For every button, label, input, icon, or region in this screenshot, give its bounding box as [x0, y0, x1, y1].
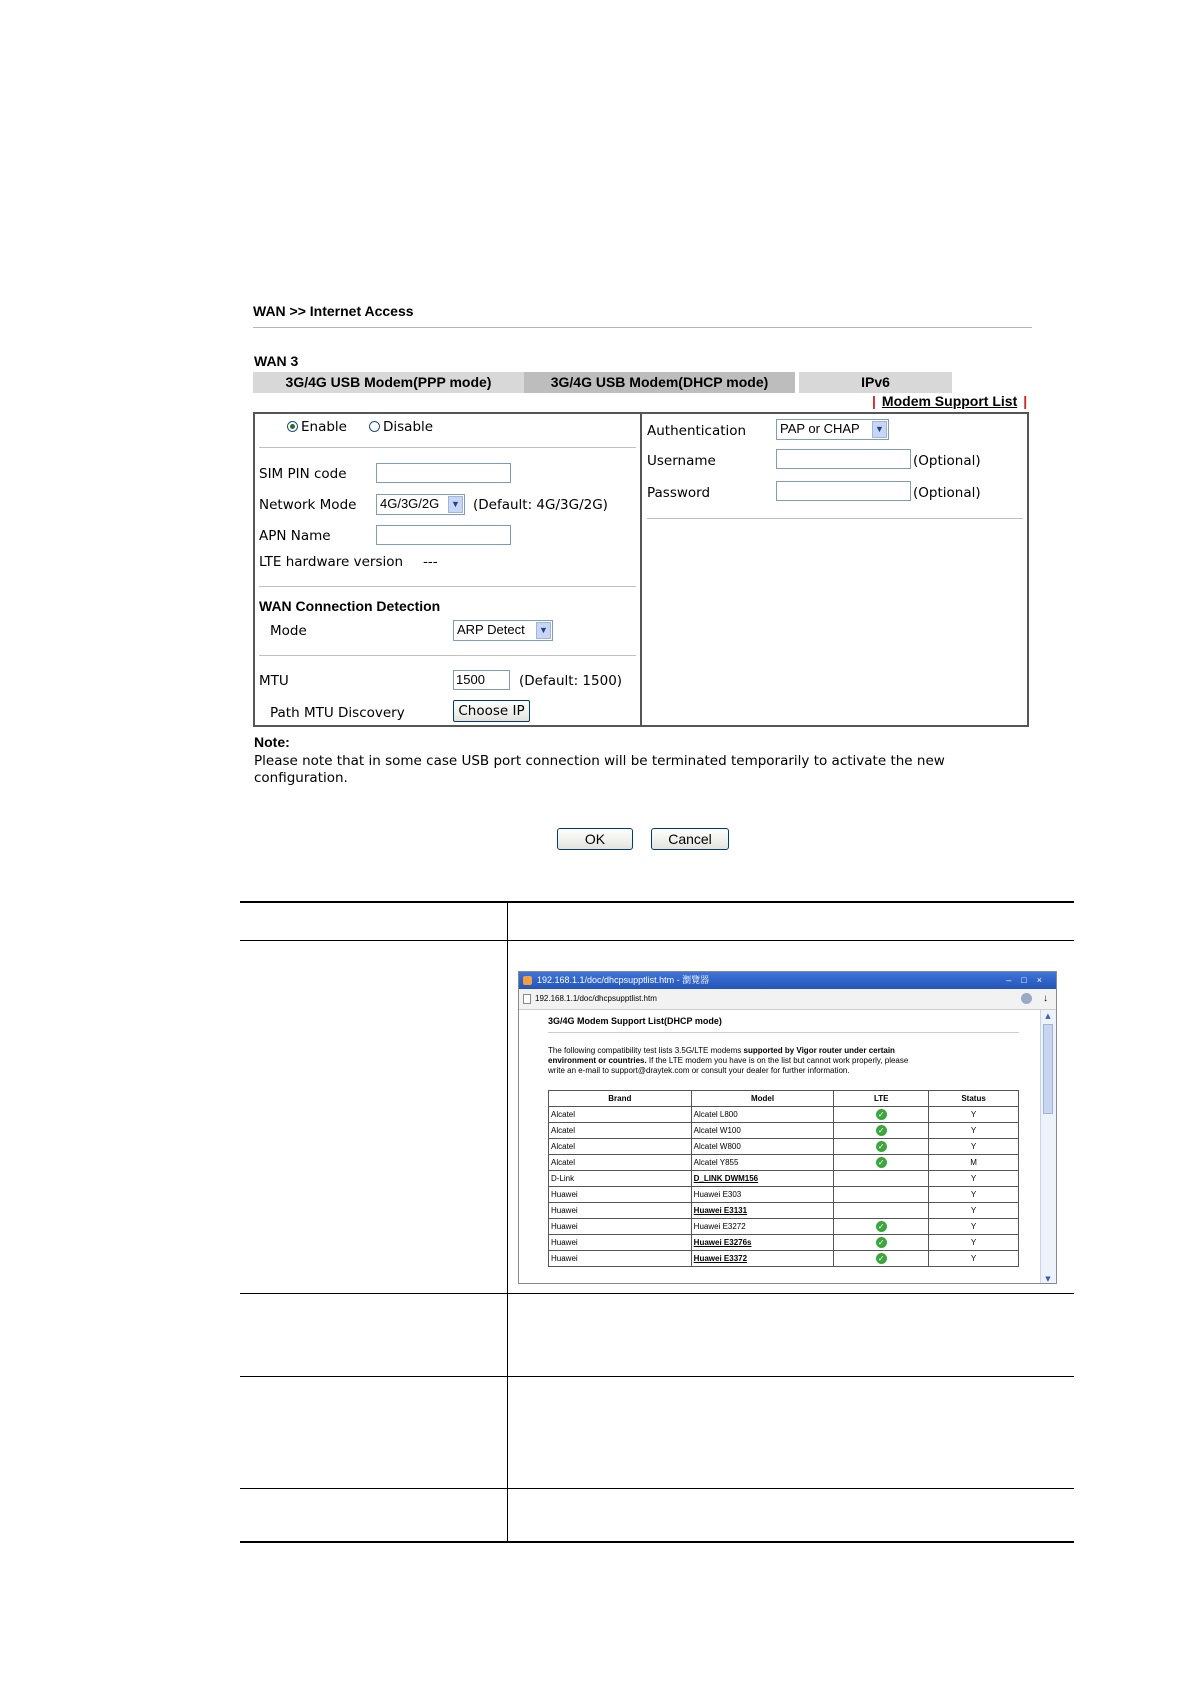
model-cell[interactable]: Huawei E3276s — [691, 1235, 834, 1251]
network-mode-value: 4G/3G/2G — [380, 496, 440, 511]
table-row — [549, 1155, 1019, 1171]
popup-address: 192.168.1.1/doc/dhcpsupptlist.htm — [535, 994, 657, 1003]
note-text-line2: configuration. — [254, 770, 348, 786]
model-cell: Huawei E3272 — [691, 1219, 834, 1235]
check-icon: ✓ — [876, 1253, 887, 1264]
brand-cell: D-Link — [549, 1171, 692, 1187]
tab-ipv6[interactable]: IPv6 — [799, 372, 952, 393]
apn-name-label: APN Name — [259, 528, 331, 544]
disable-option[interactable] — [369, 419, 433, 435]
brand-cell: Huawei — [549, 1235, 692, 1251]
brand-cell: Huawei — [549, 1251, 692, 1267]
separator — [259, 586, 636, 587]
brand-cell: Huawei — [549, 1203, 692, 1219]
table-row — [549, 1187, 1019, 1203]
popup-intro — [548, 1046, 1028, 1076]
maximize-icon[interactable]: □ — [1021, 975, 1037, 985]
status-cell: Y — [929, 1251, 1019, 1267]
popup-title: 192.168.1.1/doc/dhcpsupptlist.htm - 瀏覽器 — [537, 975, 710, 985]
status-cell: M — [929, 1155, 1019, 1171]
lte-cell — [834, 1187, 929, 1203]
breadcrumb: WAN >> Internet Access — [253, 303, 414, 319]
note-text-line1: Please note that in some case USB port connection will be terminated temporarily to activate the new — [254, 753, 945, 769]
table-row — [549, 1203, 1019, 1219]
table-row — [549, 1171, 1019, 1187]
detection-mode-value: ARP Detect — [457, 622, 525, 637]
lte-cell — [834, 1219, 929, 1235]
sim-pin-label: SIM PIN code — [259, 466, 347, 482]
lte-cell — [834, 1139, 929, 1155]
lte-cell — [834, 1107, 929, 1123]
column-header: LTE — [834, 1091, 929, 1107]
status-cell: Y — [929, 1203, 1019, 1219]
cancel-button[interactable]: Cancel — [651, 828, 729, 850]
model-cell[interactable]: Huawei E3131 — [691, 1203, 834, 1219]
status-cell: Y — [929, 1219, 1019, 1235]
window-controls — [1006, 972, 1052, 989]
network-mode-label: Network Mode — [259, 497, 357, 513]
separator — [647, 518, 1023, 519]
download-icon[interactable]: ↓ — [1043, 993, 1048, 1004]
chevron-down-icon: ▼ — [872, 421, 887, 438]
status-cell: Y — [929, 1107, 1019, 1123]
table-row-rule — [240, 1293, 1074, 1294]
tab-ppp-mode[interactable]: 3G/4G USB Modem(PPP mode) — [253, 372, 524, 393]
close-icon[interactable]: × — [1036, 975, 1052, 985]
table-header-rule — [240, 940, 1074, 941]
model-cell[interactable]: Huawei E3372 — [691, 1251, 834, 1267]
password-input[interactable] — [776, 481, 911, 501]
column-header: Model — [691, 1091, 834, 1107]
mtu-default: (Default: 1500) — [519, 673, 623, 689]
chevron-down-icon: ▼ — [448, 496, 463, 513]
chevron-down-icon: ▼ — [536, 622, 551, 639]
username-input[interactable] — [776, 449, 911, 469]
popup-heading: 3G/4G Modem Support List(DHCP mode) — [548, 1016, 722, 1026]
password-optional: (Optional) — [913, 485, 981, 501]
mtu-input[interactable]: 1500 — [453, 670, 510, 690]
panel-divider — [640, 412, 642, 727]
disable-radio[interactable] — [369, 421, 380, 432]
lte-cell — [834, 1123, 929, 1139]
table-header-row — [549, 1091, 1019, 1107]
status-cell: Y — [929, 1139, 1019, 1155]
model-cell: Huawei E303 — [691, 1187, 834, 1203]
detection-mode-label: Mode — [270, 623, 307, 639]
username-label: Username — [647, 453, 716, 469]
wan-label: WAN 3 — [254, 353, 299, 369]
check-icon: ✓ — [876, 1221, 887, 1232]
popup-titlebar — [519, 972, 1056, 989]
check-icon: ✓ — [876, 1157, 887, 1168]
status-cell: Y — [929, 1123, 1019, 1139]
lte-hardware-value: --- — [423, 554, 438, 570]
password-label: Password — [647, 485, 711, 501]
brand-cell: Alcatel — [549, 1123, 692, 1139]
breadcrumb-divider — [253, 327, 1032, 328]
table-top-rule — [240, 901, 1074, 903]
lte-cell — [834, 1171, 929, 1187]
intro-text: write an e-mail to support@draytek.com or consult your dealer for further information. — [548, 1066, 850, 1075]
status-cell: Y — [929, 1171, 1019, 1187]
authentication-select[interactable] — [776, 419, 889, 440]
enable-radio[interactable] — [287, 421, 298, 432]
wan-detection-heading: WAN Connection Detection — [259, 598, 441, 614]
minimize-icon[interactable]: – — [1006, 975, 1022, 985]
intro-bold: supported by Vigor router under certain — [743, 1046, 895, 1055]
table-row-rule — [240, 1376, 1074, 1377]
apn-name-input[interactable] — [376, 525, 511, 545]
link-separator: | — [872, 393, 876, 409]
model-cell: Alcatel Y855 — [691, 1155, 834, 1171]
username-optional: (Optional) — [913, 453, 981, 469]
lte-cell — [834, 1203, 929, 1219]
table-row — [549, 1219, 1019, 1235]
lte-cell — [834, 1155, 929, 1171]
brand-cell: Alcatel — [549, 1107, 692, 1123]
network-mode-select[interactable] — [376, 494, 465, 515]
modem-table — [548, 1090, 1019, 1267]
ok-button[interactable]: OK — [557, 828, 633, 850]
scroll-up-icon[interactable]: ▲ — [1045, 1012, 1051, 1020]
table-row — [549, 1251, 1019, 1267]
table-row — [549, 1139, 1019, 1155]
table-row-rule — [240, 1488, 1074, 1489]
enable-label: Enable — [301, 419, 347, 435]
status-cell: Y — [929, 1235, 1019, 1251]
scroll-thumb[interactable] — [1043, 1024, 1053, 1114]
lte-cell — [834, 1251, 929, 1267]
lte-hardware-label: LTE hardware version — [259, 554, 404, 570]
check-icon: ✓ — [876, 1141, 887, 1152]
mtu-label: MTU — [259, 673, 289, 689]
table-row — [549, 1123, 1019, 1139]
check-icon: ✓ — [876, 1125, 887, 1136]
table-row — [549, 1107, 1019, 1123]
lte-cell — [834, 1235, 929, 1251]
intro-bold: environment or countries. — [548, 1056, 647, 1065]
separator — [259, 447, 636, 448]
intro-text: The following compatibility test lists 3.5G/LTE modems — [548, 1046, 742, 1055]
column-header: Status — [929, 1091, 1019, 1107]
note-heading: Note: — [254, 734, 290, 750]
info-icon — [1021, 993, 1032, 1004]
table-row — [549, 1235, 1019, 1251]
separator — [259, 655, 636, 656]
popup-address-bar — [519, 989, 1056, 1010]
brand-cell: Huawei — [549, 1187, 692, 1203]
modem-support-list-link[interactable]: Modem Support List — [881, 393, 1018, 409]
intro-text: If the LTE modem you have is on the list but cannot work properly, please — [648, 1056, 909, 1065]
detection-mode-select[interactable] — [453, 620, 553, 641]
browser-icon — [523, 976, 532, 985]
network-mode-default: (Default: 4G/3G/2G) — [473, 497, 608, 513]
enable-option[interactable] — [287, 419, 347, 435]
model-cell[interactable]: D_LINK DWM156 — [691, 1171, 834, 1187]
table-column-divider — [507, 901, 508, 1543]
link-separator: | — [1023, 393, 1028, 409]
tab-dhcp-mode[interactable]: 3G/4G USB Modem(DHCP mode) — [524, 372, 795, 393]
column-header: Brand — [549, 1091, 692, 1107]
authentication-label: Authentication — [647, 423, 747, 439]
check-icon: ✓ — [876, 1237, 887, 1248]
scroll-down-icon[interactable]: ▼ — [1045, 1275, 1051, 1283]
sim-pin-input[interactable] — [376, 463, 511, 483]
separator — [548, 1032, 1019, 1033]
model-cell: Alcatel W800 — [691, 1139, 834, 1155]
brand-cell: Alcatel — [549, 1139, 692, 1155]
status-cell: Y — [929, 1187, 1019, 1203]
path-mtu-label: Path MTU Discovery — [270, 705, 405, 721]
brand-cell: Huawei — [549, 1219, 692, 1235]
modem-support-list-screenshot — [518, 971, 1057, 1284]
choose-ip-button[interactable]: Choose IP — [453, 700, 530, 722]
popup-scrollbar[interactable] — [1040, 1010, 1056, 1284]
page-icon — [523, 994, 531, 1004]
model-cell: Alcatel W100 — [691, 1123, 834, 1139]
model-cell: Alcatel L800 — [691, 1107, 834, 1123]
modem-support-link-wrap — [872, 393, 1027, 409]
brand-cell: Alcatel — [549, 1155, 692, 1171]
check-icon: ✓ — [876, 1109, 887, 1120]
authentication-value: PAP or CHAP — [780, 421, 860, 436]
popup-content — [519, 1010, 1039, 1284]
table-bottom-rule — [240, 1541, 1074, 1543]
disable-label: Disable — [383, 419, 434, 435]
